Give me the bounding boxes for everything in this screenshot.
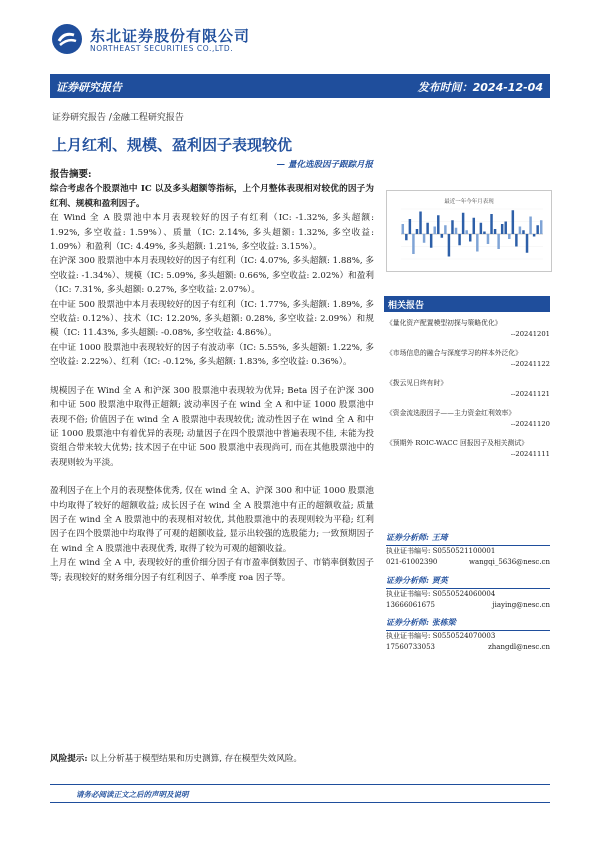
summary-paragraph: 在中证 1000 股票池中表现较好的因子有波动率（IC: 5.55%, 多头超额: 1.22%, 多空收益: 2.22%）、红利（IC: -0.12%, 多头超额: 1.83%, 多空收益: 0.36%）。 — [50, 342, 374, 368]
analyst-card — [386, 617, 550, 654]
chart-bar — [483, 232, 485, 235]
chart-bar — [444, 225, 446, 234]
chart-bar — [540, 220, 542, 234]
analyst-cert: 执业证书编号: S0550521100001 — [386, 546, 496, 555]
related-report-date: --20241201 — [510, 330, 550, 338]
company-logo — [52, 24, 82, 54]
chart-bar — [515, 234, 517, 247]
footer-divider — [50, 784, 550, 785]
related-report-item[interactable] — [386, 438, 550, 460]
report-title: 上月红利、规模、盈利因子表现较优 — [52, 136, 293, 154]
related-report-title[interactable]: 《量化资产配置模型初探与策略优化》 — [386, 319, 502, 327]
chart-bar — [458, 234, 460, 245]
related-report-title[interactable]: 《预期外 ROIC-WACC 回报因子及相关测试》 — [386, 439, 528, 447]
bottom-divider — [50, 802, 550, 803]
chart-bar — [412, 234, 414, 254]
chart-bar — [501, 224, 503, 234]
analyst-email[interactable]: zhangdl@nesc.cn — [488, 643, 550, 651]
summary-paragraph: 在沪深 300 股票池中本月表现较好的因子有红利（IC: 4.07%, 多头超额: 1.88%, 多空收益: -1.34%）、规模（IC: 5.09%, 多头超额: 0.66%, 多空收益: 2.02%）和盈利（IC: 7.31%, 多头超额: 0.27%, 多空收益: 2.07%）。 — [50, 256, 374, 296]
chart-bar — [476, 234, 478, 252]
analyst-card — [386, 575, 550, 612]
chart-bar — [473, 218, 475, 234]
chart-bar — [419, 212, 421, 235]
analyst-phone: 021-61002390 — [386, 558, 438, 566]
detail-factor-paragraph: 上月在 wind 全 A 中, 表现较好的重价细分因子有市盈率倒数因子、市销率倒数因子等; 表现较好的财务细分因子有红利因子、单季度 roa 因子等。 — [50, 558, 374, 583]
chart-bar — [504, 222, 506, 235]
related-report-date: --20241120 — [510, 420, 550, 428]
chart-bar — [423, 234, 425, 243]
chart-title: 最近一年今年月表现 — [444, 199, 494, 205]
analyst-phone: 17560733053 — [386, 643, 435, 651]
analyst-name: 证券分析师: 张栋梁 — [386, 617, 550, 631]
analyst-email[interactable]: wangqi_5636@nesc.cn — [468, 558, 550, 566]
chart-bar — [409, 219, 411, 234]
summary-lead: 综合考虑各个股票池中 IC 以及多头超额等指标，上个月整体表现相对较优的因子为红利、规模和盈利因子。 — [50, 184, 374, 209]
chart-bar — [430, 234, 432, 248]
factor-performance-chart — [386, 190, 552, 272]
chart-bar — [402, 224, 404, 234]
company-name-cn: 东北证券股份有限公司 — [90, 27, 251, 45]
chart-bar — [526, 234, 528, 253]
chart-bar — [533, 234, 535, 237]
chart-bar — [437, 215, 439, 234]
related-report-title[interactable]: 《拨云见日终有时》 — [386, 379, 448, 387]
logo-swirl-icon — [52, 24, 82, 54]
related-reports-list — [386, 318, 550, 468]
chart-bar — [519, 227, 521, 235]
analyst-email[interactable]: jiaying@nesc.cn — [492, 601, 550, 609]
related-report-item[interactable] — [386, 318, 550, 340]
summary-section — [50, 168, 374, 585]
style-factor-paragraph: 规模因子在 Wind 全 A 和沪深 300 股票池中表现较为优异; Beta 因子在沪深 300 和中证 500 股票池中取得正超额; 波动率因子在 wind 全 A 和中证 1000 股票池中表现不俗; 价值因子在 wind 全 A 股票池中表现较优; 流动性因子在 wind 全 A 和中证 1000 股票池中有着优异的表现; 动量因子在四个股票池中普遍表现不佳, 未能为投资组合带来较大优势; 技术因子在中证 500 股票池中表现尚可, 而在其他股票池中的表现则较为平淡。 — [50, 385, 374, 468]
summary-paragraph: 在 Wind 全 A 股票池中本月表现较好的因子有红利（IC: -1.32%, 多头超额: 1.92%, 多空收益: 1.59%）、质量（IC: 2.14%, 多头超额: 1.32%, 多空收益: 1.09%）和盈利（IC: 4.49%, 多头超额: 1.21%, 多空收益: 3.15%）。 — [50, 213, 374, 253]
chart-bar — [462, 213, 464, 234]
analyst-name: 证券分析师: 贾英 — [386, 575, 550, 589]
chart-bar — [455, 228, 457, 234]
summary-paragraph: 在中证 500 股票池中本月表现较好的因子有红利（IC: 1.77%, 多头超额: 1.89%, 多空收益: 0.12%）、技术（IC: 12.20%, 多头超额: 0.28%, 多空收益: 2.09%）和规模（IC: 11.43%, 多头超额: -0.08%, 多空收益: 4.86%）。 — [50, 299, 374, 339]
summary-heading: 报告摘要: — [50, 169, 92, 180]
chart-bar — [487, 234, 489, 244]
analyst-card — [386, 532, 550, 569]
disclaimer-notice: 请务必阅读正文之后的声明及说明 — [76, 790, 189, 799]
chart-bar — [529, 217, 531, 235]
related-report-date: --20241121 — [510, 390, 550, 398]
risk-label: 风险提示: — [50, 754, 88, 764]
report-subtitle: — 量化选股因子跟踪月报 — [276, 160, 373, 170]
analyst-name: 证券分析师: 王琦 — [386, 532, 550, 546]
chart-bar — [490, 214, 492, 234]
chart-bar — [416, 229, 418, 234]
chart-bar — [512, 210, 514, 234]
financial-factor-paragraph: 盈利因子在上个月的表现整体优秀, 仅在 wind 全 A、沪深 300 和中证 1000 股票池中均取得了较好的超额收益; 成长因子在 wind 全 A 股票池中有正的超额收益; 质量因子在 wind 全 A 股票池中的表现相对较优, 其他股票池中的表现则较为平稳; 红利因子在四个股票池中均取得了可观的超额收益, 显示出较强的选股能力; 一致预期因子在 wind 全 A 股票池中表现优秀, 取得了较为可观的超额收益。 — [50, 486, 374, 554]
chart-bar — [448, 234, 450, 257]
related-report-item[interactable] — [386, 348, 550, 370]
chart-bar — [465, 230, 467, 234]
related-report-date: --20241122 — [510, 360, 550, 368]
related-report-date: --20241111 — [510, 450, 550, 458]
related-reports-heading: 相关报告 — [388, 301, 425, 311]
risk-warning — [50, 752, 302, 764]
publish-date: 发布时间：2024-12-04 — [417, 81, 543, 94]
chart-bar — [480, 223, 482, 234]
related-report-title[interactable]: 《资金流选股因子——主力资金红利效率》 — [386, 409, 516, 417]
chart-bar — [426, 223, 428, 234]
breadcrumb: 证券研究报告 /金融工程研究报告 — [52, 113, 184, 123]
chart-bar — [433, 227, 435, 235]
chart-bar — [494, 229, 496, 234]
chart-bar — [469, 234, 471, 242]
related-report-item[interactable] — [386, 378, 550, 400]
related-report-title[interactable]: 《市场信息的融合与深度学习的样本外泛化》 — [386, 349, 522, 357]
risk-text: 以上分析基于模型结果和历史测算, 存在模型失效风险。 — [90, 754, 303, 764]
chart-bar — [451, 220, 453, 234]
chart-bar — [441, 234, 443, 238]
analyst-cert: 执业证书编号: S0550524070003 — [386, 631, 496, 640]
chart-bar — [497, 234, 499, 249]
analyst-cert: 执业证书编号: S0550524060004 — [386, 589, 496, 598]
chart-bar — [522, 230, 524, 234]
report-type-label: 证券研究报告 — [56, 81, 122, 94]
chart-bar — [536, 225, 538, 234]
chart-bar — [508, 234, 510, 239]
related-report-item[interactable] — [386, 408, 550, 430]
analyst-phone: 13666061675 — [386, 601, 435, 609]
company-name-en: NORTHEAST SECURITIES CO.,LTD. — [90, 44, 234, 53]
chart-bar — [405, 234, 407, 240]
